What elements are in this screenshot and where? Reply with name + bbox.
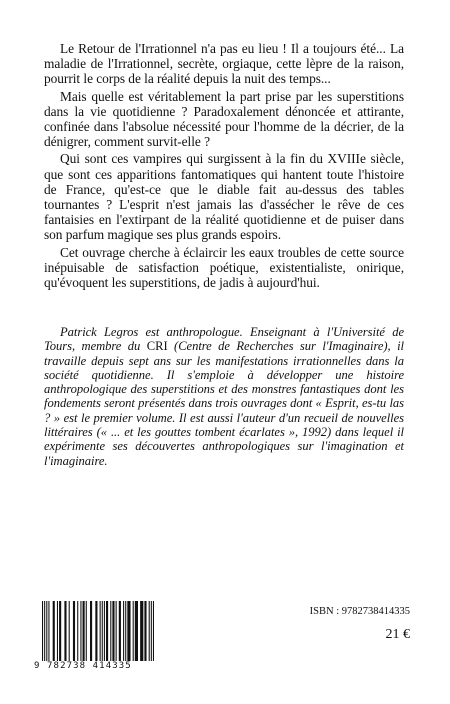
barcode-bar	[53, 601, 55, 661]
barcode-bar	[77, 601, 78, 661]
barcode-bar	[73, 601, 75, 661]
isbn-label: ISBN : 9782738414335	[309, 606, 410, 617]
barcode-bar	[116, 601, 117, 661]
author-bio-text: Patrick Legros est anthropologue. Enseignant à l'Université de Tours, membre du	[44, 325, 404, 354]
barcode-bar	[119, 601, 121, 661]
blurb-paragraph: Le Retour de l'Irrationnel n'a pas eu lieu ! Il a toujours été... La maladie de l'Irrationnel, secrète, orgiaque, cette lèpre de la raison, pourrit le corps de la réalité depuis la nuit des temps...	[44, 41, 404, 87]
barcode-bar	[151, 601, 152, 661]
barcode	[34, 601, 156, 675]
barcode-bar	[104, 601, 105, 661]
barcode-digits: 9 782738 414335	[34, 661, 132, 671]
barcode-bar	[102, 601, 103, 661]
barcode-bar	[42, 601, 43, 661]
barcode-bar	[44, 601, 45, 661]
barcode-bar	[125, 601, 126, 661]
blurb-paragraph: Cet ouvrage cherche à éclaircir les eaux troubles de cette source inépuisable de satisfaction poétique, existentialiste, onirique, qu'évoquent les superstitions, de jadis à aujourd'hui.	[44, 244, 404, 291]
author-bio-text: (Centre de Recherches sur l'Imaginaire), il travaille depuis sept ans sur les manifestations irrationnelles dans la société quotidienne. Il s'emploie à développer une histoire anthropologique des superstitions et des monstres fantastiques dont les fondements seront présentés dans trois ouvrages dont « Esprit, es-tu las ? » est le premier volume. Il est aussi l'auteur d'un recueil de nouvelles littéraires (« ... et les gouttes tombent écarlates », 1992) dans lequel il expérimente ses découvertes anthropologiques sur l'imagination et l'imaginaire.	[44, 339, 404, 468]
blurb-text	[44, 41, 404, 292]
barcode-bar	[110, 601, 111, 661]
barcode-bar	[69, 601, 70, 661]
barcode-bar	[149, 601, 150, 661]
barcode-bar	[133, 601, 134, 661]
author-bio-paragraph	[44, 325, 404, 468]
barcode-bar	[153, 601, 154, 661]
barcode-bar	[64, 601, 66, 661]
barcode-bar	[83, 601, 85, 661]
barcode-bar	[106, 601, 108, 661]
barcode-bar	[144, 601, 146, 661]
cri-acronym: CRI	[146, 339, 168, 354]
blurb-paragraph: Mais quelle est véritablement la part prise par les superstitions dans la vie quotidienne ? Paradoxalement dénoncée et attirante, confinée dans l'absolue nécessité pour l'homme de la décrier, de la dénigrer, comment survit-elle ?	[44, 88, 404, 150]
barcode-bar	[90, 601, 92, 661]
barcode-bar	[48, 601, 49, 661]
barcode-bar	[95, 601, 97, 661]
barcode-bar	[59, 601, 61, 661]
barcode-bar	[127, 601, 130, 661]
barcode-bar	[100, 601, 101, 661]
barcode-bar	[123, 601, 124, 661]
barcode-bars	[42, 601, 154, 661]
barcode-bar	[46, 601, 47, 661]
blurb-paragraph: Qui sont ces vampires qui surgissent à la fin du XVIIIe siècle, que sont ces apparitions fantomatiques qui hantent toute l'histoire de France, qu'est-ce que le diable fait au-dessus des tables tournantes ? L'esprit n'est jamais las d'assécher le rêve de ces fantaisies en l'extirpant de la réalité quotidienne et de puiser dans son parfum magique ses plus grands espoirs.	[44, 151, 404, 243]
barcode-bar	[112, 601, 114, 661]
barcode-bar	[140, 601, 143, 661]
price-label: 21 €	[385, 627, 410, 642]
barcode-bar	[57, 601, 58, 661]
barcode-bar	[80, 601, 81, 661]
barcode-bar	[86, 601, 87, 661]
author-bio	[44, 325, 404, 468]
barcode-bar	[135, 601, 138, 661]
